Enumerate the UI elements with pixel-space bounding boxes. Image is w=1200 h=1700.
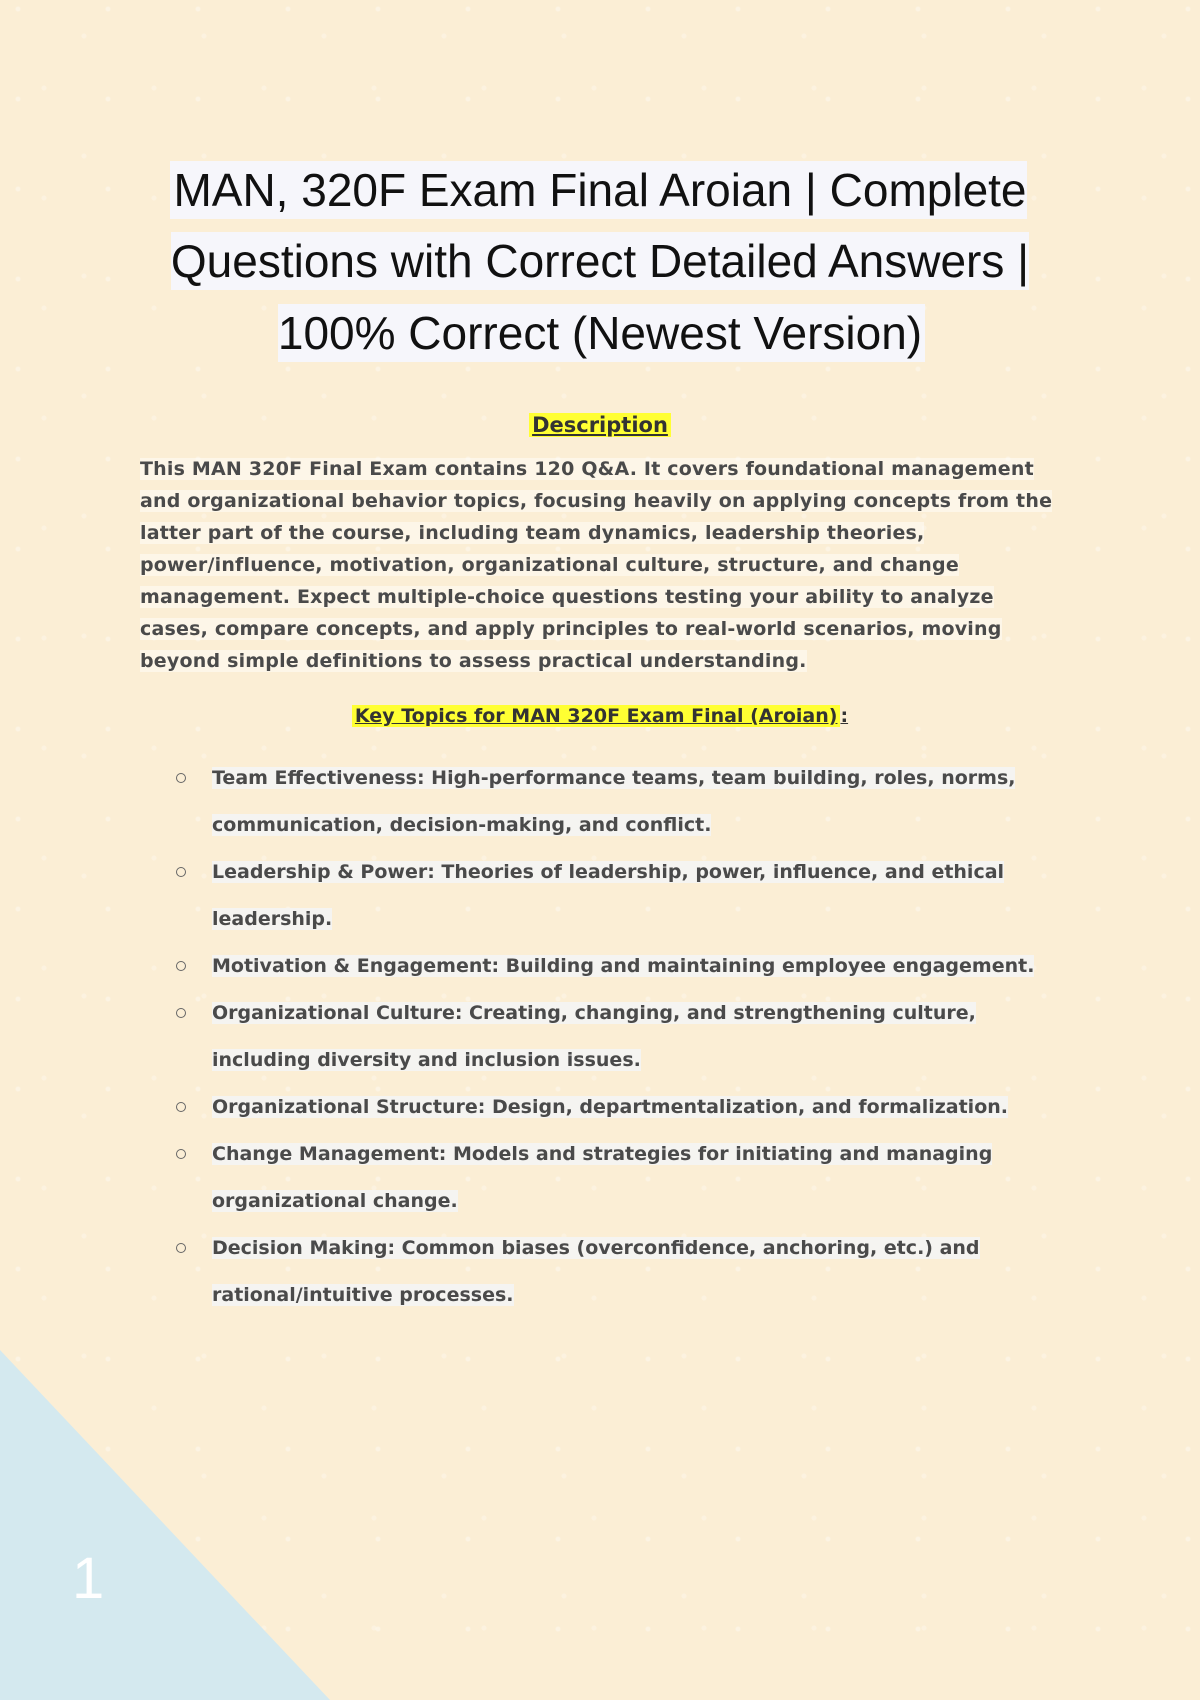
topics-list: [140, 755, 1060, 1319]
topic-text: Organizational Structure: Design, departmentalization, and formalization.: [212, 1095, 1008, 1118]
topic-text: Change Management: Models and strategies for initiating and managing organizational change.: [212, 1142, 993, 1212]
circle-bullet-icon: [176, 1008, 186, 1018]
topic-text: Motivation & Engagement: Building and maintaining employee engagement.: [212, 954, 1035, 977]
circle-bullet-icon: [176, 1243, 186, 1253]
circle-bullet-icon: [176, 1149, 186, 1159]
topic-text: Organizational Culture: Creating, changing, and strengthening culture, including diversity and inclusion issues.: [212, 1001, 976, 1071]
description-paragraph-text: This MAN 320F Final Exam contains 120 Q&A. It covers foundational management and organizational behavior topics, focusing heavily on applying concepts from the latter part of the course, including team dynamics, leadership theories, power/influence, motivation, organizational culture, structure, and change management. Expect multiple-choice questions testing your ability to analyze cases, compare concepts, and apply principles to real-world scenarios, moving beyond simple definitions to assess practical understanding.: [140, 457, 1053, 672]
list-item: [212, 943, 1072, 990]
circle-bullet-icon: [176, 867, 186, 877]
list-item: [212, 990, 1072, 1084]
circle-bullet-icon: [176, 773, 186, 783]
topics-heading-text: Key Topics for MAN 320F Exam Final (Aroian): [352, 705, 841, 727]
topics-heading: [140, 705, 1060, 727]
list-item: [212, 1084, 1072, 1131]
list-item: [212, 849, 1072, 943]
list-item: [212, 1131, 1072, 1225]
list-item: [212, 1225, 1072, 1319]
topics-heading-colon: :: [840, 704, 849, 727]
circle-bullet-icon: [176, 961, 186, 971]
topic-text: Leadership & Power: Theories of leadership, power, influence, and ethical leadership.: [212, 860, 1005, 930]
document-title-text: MAN, 320F Exam Final Aroian | Complete Questions with Correct Detailed Answers | 100% Correct (Newest Version): [170, 164, 1030, 359]
topic-text: Team Effectiveness: High-performance teams, team building, roles, norms, communication, decision-making, and conflict.: [212, 766, 1016, 836]
document-content: [140, 155, 1060, 1319]
description-paragraph: [140, 453, 1060, 677]
circle-bullet-icon: [176, 1102, 186, 1112]
document-title: [140, 155, 1060, 369]
list-item: [212, 755, 1072, 849]
topic-text: Decision Making: Common biases (overconfidence, anchoring, etc.) and rational/intuitive processes.: [212, 1236, 980, 1306]
page-number: 1: [72, 1546, 105, 1611]
description-heading: [140, 413, 1060, 437]
description-heading-text: Description: [529, 413, 671, 437]
